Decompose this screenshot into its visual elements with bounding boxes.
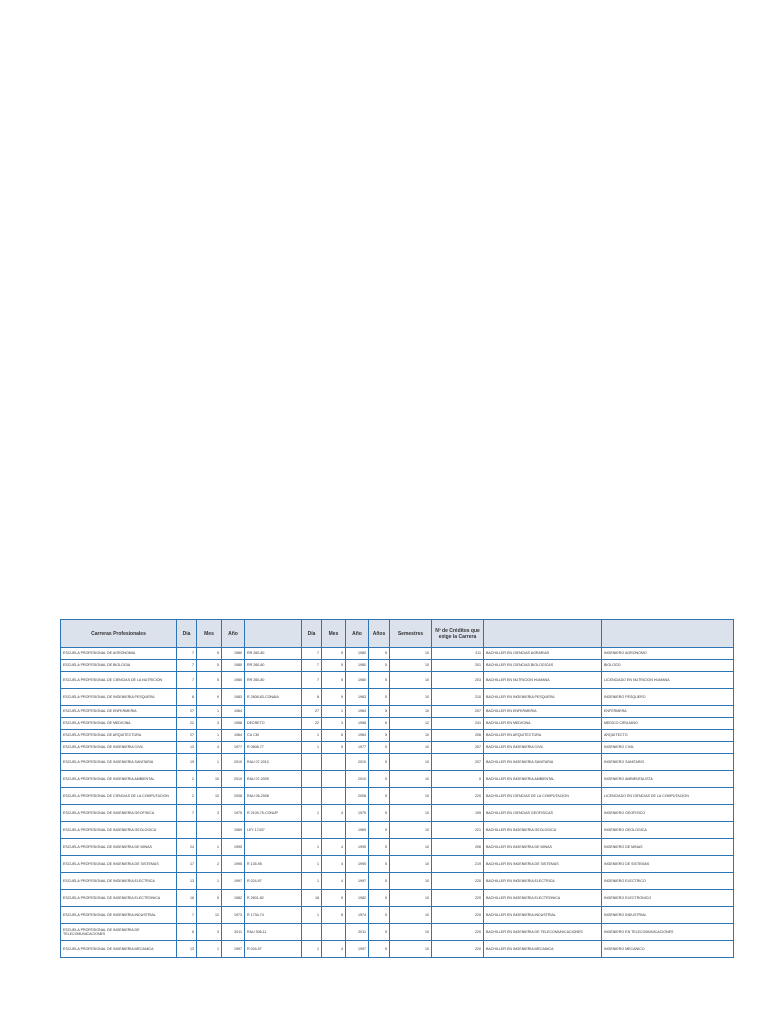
cell-month-2: 5 [322, 648, 346, 660]
cell-years: 5 [369, 730, 390, 742]
cell-years: 5 [369, 805, 390, 822]
cell-bachelor: BACHILLER EN INGENIERIA DE MINAS [484, 839, 602, 856]
cell-year-2: 1975 [346, 805, 369, 822]
cell-year-1: 1958 [222, 718, 245, 730]
cell-month-2: 4 [322, 805, 346, 822]
cell-credits: 220 [432, 890, 484, 907]
cell-resolution: R 2109-75-CONUP [245, 805, 302, 822]
cell-year-1: 2010 [222, 754, 245, 771]
cell-year-1: 1980 [222, 660, 245, 672]
cell-day-2: 27 [302, 706, 322, 718]
table-row [61, 907, 734, 924]
table-row [61, 718, 734, 730]
cell-career: ESCUELA PROFESIONAL DE INGENIERIA ELECTRICA [61, 873, 177, 890]
cell-years: 5 [369, 941, 390, 958]
cell-year-2: 2010 [346, 754, 369, 771]
cell-title: INGENIERO AGRONOMO [602, 648, 734, 660]
cell-title: INGENIERO AMBIENTALISTA [602, 771, 734, 788]
table-row [61, 788, 734, 805]
cell-month-1: 1 [197, 706, 222, 718]
cell-career: ESCUELA PROFESIONAL DE INGENIERIA INDUSTRIAL [61, 907, 177, 924]
cell-credits: 219 [432, 856, 484, 873]
cell-month-1: 5 [197, 672, 222, 689]
cell-month-2: 4 [322, 839, 346, 856]
cell-day-1: 7 [177, 660, 197, 672]
cell-career: ESCUELA PROFESIONAL DE INGENIERIA DE TELECOMUNICACIONES [61, 924, 177, 941]
cell-semesters: 10 [390, 730, 432, 742]
cell-month-1: 10 [197, 771, 222, 788]
cell-title: INGENIERO DE SISTEMAS [602, 856, 734, 873]
cell-month-1: 2 [197, 856, 222, 873]
cell-resolution [245, 839, 302, 856]
table-row [61, 730, 734, 742]
cell-day-1: 7 [177, 672, 197, 689]
cell-month-2 [322, 822, 346, 839]
cell-years: 5 [369, 924, 390, 941]
header-semesters: Semestres [390, 620, 432, 648]
cell-bachelor: BACHILLER EN ENFERMERIA [484, 706, 602, 718]
cell-credits: 206 [432, 839, 484, 856]
header-resolution [245, 620, 302, 648]
table-header [61, 620, 734, 648]
cell-month-2 [322, 924, 346, 941]
cell-bachelor: BACHILLER EN INGENIERIA DE TELECOMUNICACIONES [484, 924, 602, 941]
cell-semesters: 10 [390, 754, 432, 771]
cell-bachelor: BACHILLER EN CIENCIAS DE LA COMPUTACION [484, 788, 602, 805]
cell-day-2: 7 [302, 648, 322, 660]
cell-credits: 206 [432, 730, 484, 742]
cell-month-2: 5 [322, 672, 346, 689]
cell-career: ESCUELA PROFESIONAL DE INGENIERIA SANITARIA [61, 754, 177, 771]
cell-day-2 [302, 788, 322, 805]
cell-semesters: 10 [390, 856, 432, 873]
cell-year-1: 1983 [222, 689, 245, 706]
cell-month-1 [197, 822, 222, 839]
table-row [61, 822, 734, 839]
cell-credits: 241 [432, 718, 484, 730]
cell-day-2 [302, 822, 322, 839]
cell-semesters: 10 [390, 689, 432, 706]
cell-credits: 207 [432, 742, 484, 754]
cell-career: ESCUELA PROFESIONAL DE INGENIERIA CIVIL [61, 742, 177, 754]
cell-year-1: 2010 [222, 771, 245, 788]
table-row [61, 648, 734, 660]
cell-day-1: 13 [177, 873, 197, 890]
cell-title: INGENIERO ELECTRONICO [602, 890, 734, 907]
cell-day-2: 7 [302, 660, 322, 672]
cell-day-1: 7 [177, 648, 197, 660]
cell-resolution [245, 706, 302, 718]
cell-career: ESCUELA PROFESIONAL DE ENFERMERIA [61, 706, 177, 718]
cell-bachelor: BACHILLER EN CIENCIAS BIOLOGICAS [484, 660, 602, 672]
cell-month-1: 3 [197, 718, 222, 730]
cell-semesters: 12 [390, 718, 432, 730]
cell-month-1: 1 [197, 873, 222, 890]
table-row [61, 805, 734, 822]
cell-day-2: 1 [302, 856, 322, 873]
table-row [61, 706, 734, 718]
cell-year-1: 1969 [222, 822, 245, 839]
cell-title: ARQUITECTO [602, 730, 734, 742]
cell-years: 5 [369, 689, 390, 706]
cell-month-2: 3 [322, 718, 346, 730]
cell-month-2: 1 [322, 706, 346, 718]
cell-title: INGENIERO EN TELECOMUNICACIONES [602, 924, 734, 941]
cell-resolution: R 024-97 [245, 873, 302, 890]
cell-resolution: RR 260-80 [245, 660, 302, 672]
cell-month-2: 5 [322, 660, 346, 672]
cell-month-2 [322, 771, 346, 788]
cell-career: ESCUELA PROFESIONAL DE INGENIERIA MECANICA [61, 941, 177, 958]
cell-resolution: R 024-97 [245, 941, 302, 958]
cell-day-1: 24 [177, 839, 197, 856]
cell-credits: 220 [432, 941, 484, 958]
cell-semesters: 10 [390, 672, 432, 689]
cell-years: 5 [369, 771, 390, 788]
cell-bachelor: BACHILLER EN INGENIERIA AMBIENTAL [484, 771, 602, 788]
cell-year-1: 1964 [222, 706, 245, 718]
cell-day-1: 6 [177, 924, 197, 941]
cell-resolution: R 135-95 [245, 856, 302, 873]
header-title [602, 620, 734, 648]
cell-day-2: 1 [302, 907, 322, 924]
cell-credits: 201 [432, 660, 484, 672]
cell-year-1: 1980 [222, 672, 245, 689]
cell-month-2 [322, 754, 346, 771]
cell-career: ESCUELA PROFESIONAL DE INGENIERIA DE SISTEMAS [61, 856, 177, 873]
header-career: Carreras Profesionales [61, 620, 177, 648]
cell-day-1: 2 [177, 771, 197, 788]
cell-years: 5 [369, 856, 390, 873]
cell-title: BIOLOGO [602, 660, 734, 672]
cell-year-2: 1980 [346, 660, 369, 672]
cell-semesters: 10 [390, 771, 432, 788]
cell-day-2: 18 [302, 890, 322, 907]
cell-semesters: 10 [390, 788, 432, 805]
cell-semesters: 10 [390, 907, 432, 924]
cell-year-2: 1980 [346, 648, 369, 660]
cell-year-2: 1995 [346, 839, 369, 856]
cell-year-2: 1997 [346, 941, 369, 958]
cell-semesters: 10 [390, 706, 432, 718]
cell-year-2: 1977 [346, 742, 369, 754]
cell-year-2: 1974 [346, 907, 369, 924]
cell-credits: 220 [432, 924, 484, 941]
table-row [61, 856, 734, 873]
cell-month-1: 1 [197, 839, 222, 856]
cell-credits: 211 [432, 648, 484, 660]
table-row [61, 742, 734, 754]
cell-year-2: 2008 [346, 788, 369, 805]
cell-day-1: 16 [177, 890, 197, 907]
cell-semesters: 10 [390, 941, 432, 958]
cell-day-1: 2 [177, 788, 197, 805]
header-day: Día [177, 620, 197, 648]
cell-bachelor: BACHILLER EN INGENIERIA SANITARIA [484, 754, 602, 771]
cell-years: 5 [369, 873, 390, 890]
cell-year-1: 1975 [222, 805, 245, 822]
cell-day-2 [302, 771, 322, 788]
cell-day-2: 1 [302, 742, 322, 754]
cell-year-1: 1995 [222, 856, 245, 873]
table-row [61, 754, 734, 771]
cell-year-2: 1997 [346, 873, 369, 890]
cell-career: ESCUELA PROFESIONAL DE ARQUITECTURA [61, 730, 177, 742]
cell-month-2: 6 [322, 907, 346, 924]
cell-year-2: 1983 [346, 689, 369, 706]
header-day-2: Día [302, 620, 322, 648]
cell-credits: 210 [432, 689, 484, 706]
cell-year-1: 1997 [222, 873, 245, 890]
cell-month-1: 5 [197, 648, 222, 660]
cell-title: MEDICO CIRUJANO [602, 718, 734, 730]
cell-year-1: 2008 [222, 788, 245, 805]
cell-semesters: 10 [390, 924, 432, 941]
cell-semesters: 10 [390, 805, 432, 822]
table-row [61, 672, 734, 689]
cell-years: 5 [369, 672, 390, 689]
cell-day-2: 1 [302, 873, 322, 890]
cell-year-1: 1997 [222, 941, 245, 958]
table-row [61, 873, 734, 890]
cell-career: ESCUELA PROFESIONAL DE CIENCIAS DE LA NUTRICION [61, 672, 177, 689]
cell-month-2: 4 [322, 873, 346, 890]
cell-years: 5 [369, 788, 390, 805]
cell-bachelor: BACHILLER EN ARQUITECTURA [484, 730, 602, 742]
header-credits: Nº de Créditos que exige la Carrera [432, 620, 484, 648]
cell-month-1: 5 [197, 660, 222, 672]
cell-year-1: 1995 [222, 839, 245, 856]
cell-credits: 203 [432, 672, 484, 689]
cell-day-2: 8 [302, 689, 322, 706]
cell-years: 5 [369, 742, 390, 754]
cell-month-2: 5 [322, 890, 346, 907]
cell-title: ENFERMERA [602, 706, 734, 718]
cell-resolution: RAU 07-2009 [245, 771, 302, 788]
cell-month-1: 12 [197, 907, 222, 924]
cell-year-1: 1977 [222, 742, 245, 754]
cell-title: INGENIERO CIVIL [602, 742, 734, 754]
cell-month-2 [322, 788, 346, 805]
cell-month-1: 1 [197, 730, 222, 742]
cell-month-1: 3 [197, 805, 222, 822]
cell-title: INGENIERO GEOFISICO [602, 805, 734, 822]
cell-day-1: 22 [177, 718, 197, 730]
cell-title: LICENCIADO EN NUTRICION HUMANA [602, 672, 734, 689]
cell-day-1: 17 [177, 856, 197, 873]
cell-bachelor: BACHILLER EN MEDICINA [484, 718, 602, 730]
cell-day-2: 1 [302, 805, 322, 822]
cell-year-2: 1969 [346, 822, 369, 839]
cell-semesters: 10 [390, 890, 432, 907]
cell-day-1: 13 [177, 941, 197, 958]
cell-resolution: R 0808-77 [245, 742, 302, 754]
cell-credits: 220 [432, 788, 484, 805]
cell-credits: 207 [432, 754, 484, 771]
cell-year-1: 1982 [222, 890, 245, 907]
cell-resolution: DECRETO [245, 718, 302, 730]
cell-credits: 199 [432, 805, 484, 822]
cell-years: 5 [369, 648, 390, 660]
cell-day-1: 8 [177, 689, 197, 706]
cell-day-2: 1 [302, 839, 322, 856]
cell-day-1: 19 [177, 754, 197, 771]
cell-month-1: 4 [197, 742, 222, 754]
cell-semesters: 10 [390, 648, 432, 660]
cell-day-1: 7 [177, 805, 197, 822]
header-years: Años [369, 620, 390, 648]
cell-bachelor: BACHILLER EN NUTRICION HUMANA [484, 672, 602, 689]
cell-year-2: 2010 [346, 771, 369, 788]
cell-day-1: 27 [177, 730, 197, 742]
cell-resolution: R 2601-82 [245, 890, 302, 907]
cell-year-1: 2011 [222, 924, 245, 941]
cell-career: ESCUELA PROFESIONAL DE MEDICINA [61, 718, 177, 730]
cell-years: 5 [369, 907, 390, 924]
cell-resolution: R 2808-83-CONAIA [245, 689, 302, 706]
cell-month-1: 1 [197, 941, 222, 958]
cell-title: INGENIERO DE MINAS [602, 839, 734, 856]
cell-day-2 [302, 754, 322, 771]
cell-career: ESCUELA PROFESIONAL DE INGENIERIA DE MINAS [61, 839, 177, 856]
cell-resolution: RAU 07-2010 [245, 754, 302, 771]
cell-career: ESCUELA PROFESIONAL DE INGENIERIA ELECTRONICA [61, 890, 177, 907]
cell-bachelor: BACHILLER EN INGENIERIA DE SISTEMAS [484, 856, 602, 873]
cell-title: LICENCIADO EN CIENCIAS DE LA COMPUTACION [602, 788, 734, 805]
cell-day-2: 7 [302, 672, 322, 689]
cell-years: 5 [369, 706, 390, 718]
cell-years: 5 [369, 890, 390, 907]
cell-resolution: RR 260-80 [245, 648, 302, 660]
cell-credits: 220 [432, 873, 484, 890]
cell-bachelor: BACHILLER EN INGENIERIA ELECTRONICA [484, 890, 602, 907]
cell-title: INGENIERO GEOLOGICA [602, 822, 734, 839]
cell-bachelor: BACHILLER EN CIENCIAS AGRARIAS [484, 648, 602, 660]
cell-year-2: 1964 [346, 706, 369, 718]
cell-year-1: 1964 [222, 730, 245, 742]
cell-semesters: 10 [390, 660, 432, 672]
cell-day-2: 1 [302, 730, 322, 742]
cell-title: INGENIERO SANITARIO [602, 754, 734, 771]
cell-year-2: 1964 [346, 730, 369, 742]
header-month: Mes [197, 620, 222, 648]
cell-resolution: LEY 17437 [245, 822, 302, 839]
cell-semesters: 10 [390, 822, 432, 839]
cell-years: 5 [369, 839, 390, 856]
cell-years: 5 [369, 754, 390, 771]
cell-day-2 [302, 924, 322, 941]
cell-month-2: 4 [322, 941, 346, 958]
table-row [61, 689, 734, 706]
cell-semesters: 10 [390, 873, 432, 890]
cell-resolution: RR 260-80 [245, 672, 302, 689]
header-bachelor [484, 620, 602, 648]
cell-title: INGENIERO INDUSTRIAL [602, 907, 734, 924]
cell-years: 6 [369, 718, 390, 730]
cell-month-1: 9 [197, 689, 222, 706]
cell-month-2: 9 [322, 689, 346, 706]
cell-month-2: 4 [322, 856, 346, 873]
cell-years: 5 [369, 822, 390, 839]
cell-year-1: 1973 [222, 907, 245, 924]
cell-month-1: 10 [197, 788, 222, 805]
cell-day-1 [177, 822, 197, 839]
cell-bachelor: BACHILLER EN INGENIERIA ELECTRICA [484, 873, 602, 890]
cell-title: INGENIERO MECANICO [602, 941, 734, 958]
cell-career: ESCUELA PROFESIONAL DE BIOLOGIA [61, 660, 177, 672]
cell-bachelor: BACHILLER EN INGENIERIA CIVIL [484, 742, 602, 754]
cell-day-1: 7 [177, 907, 197, 924]
cell-month-1: 5 [197, 890, 222, 907]
cell-career: ESCUELA PROFESIONAL DE INGENIERIA GEOLOGICA [61, 822, 177, 839]
cell-resolution: RAU 06-2008 [245, 788, 302, 805]
table-row [61, 890, 734, 907]
cell-month-1: 3 [197, 924, 222, 941]
cell-resolution: R 1734-74 [245, 907, 302, 924]
cell-month-2: 5 [322, 742, 346, 754]
cell-year-2: 1980 [346, 672, 369, 689]
cell-year-2: 1958 [346, 718, 369, 730]
cell-career: ESCUELA PROFESIONAL DE INGENIERIA GEOFISICA [61, 805, 177, 822]
cell-bachelor: BACHILLER EN INGENIERIA MECANICA [484, 941, 602, 958]
cell-bachelor: BACHILLER EN INGENIERIA INDUSTRIAL [484, 907, 602, 924]
header-year-2: Año [346, 620, 369, 648]
cell-resolution: RAU 306-11 [245, 924, 302, 941]
cell-credits: 221 [432, 822, 484, 839]
cell-semesters: 10 [390, 839, 432, 856]
careers-table [60, 619, 734, 958]
cell-title: INGENIERO ELECTRICO [602, 873, 734, 890]
cell-credits: 207 [432, 706, 484, 718]
cell-title: INGENIERO PESQUERO [602, 689, 734, 706]
table-row [61, 941, 734, 958]
cell-bachelor: BACHILLER EN INGENIERIA PESQUERA [484, 689, 602, 706]
cell-bachelor: BACHILLER EN CIENCIAS GEOFISICAS [484, 805, 602, 822]
cell-year-1: 1980 [222, 648, 245, 660]
cell-career: ESCUELA PROFESIONAL DE CIENCIAS DE LA COMPUTACION [61, 788, 177, 805]
table-body [61, 648, 734, 958]
cell-day-1: 27 [177, 706, 197, 718]
cell-day-1: 13 [177, 742, 197, 754]
cell-resolution: CU CM [245, 730, 302, 742]
table-row [61, 771, 734, 788]
cell-career: ESCUELA PROFESIONAL DE AGRONOMIA [61, 648, 177, 660]
table-row [61, 839, 734, 856]
cell-bachelor: BACHILLER EN INGENIERIA GEOLOGICA [484, 822, 602, 839]
cell-day-2: 1 [302, 941, 322, 958]
cell-day-2: 22 [302, 718, 322, 730]
cell-semesters: 10 [390, 742, 432, 754]
cell-month-2: 6 [322, 730, 346, 742]
cell-year-2: 2011 [346, 924, 369, 941]
cell-month-1: 1 [197, 754, 222, 771]
header-row [61, 620, 734, 648]
cell-career: ESCUELA PROFESIONAL DE INGENIERIA AMBIENTAL [61, 771, 177, 788]
header-year: Año [222, 620, 245, 648]
table-row [61, 924, 734, 941]
cell-credits: 220 [432, 907, 484, 924]
cell-year-2: 1995 [346, 856, 369, 873]
cell-years: 5 [369, 660, 390, 672]
header-month-2: Mes [322, 620, 346, 648]
cell-career: ESCUELA PROFESIONAL DE INGENIERIA PESQUERA [61, 689, 177, 706]
table-row [61, 660, 734, 672]
cell-year-2: 1982 [346, 890, 369, 907]
cell-credits: 0 [432, 771, 484, 788]
